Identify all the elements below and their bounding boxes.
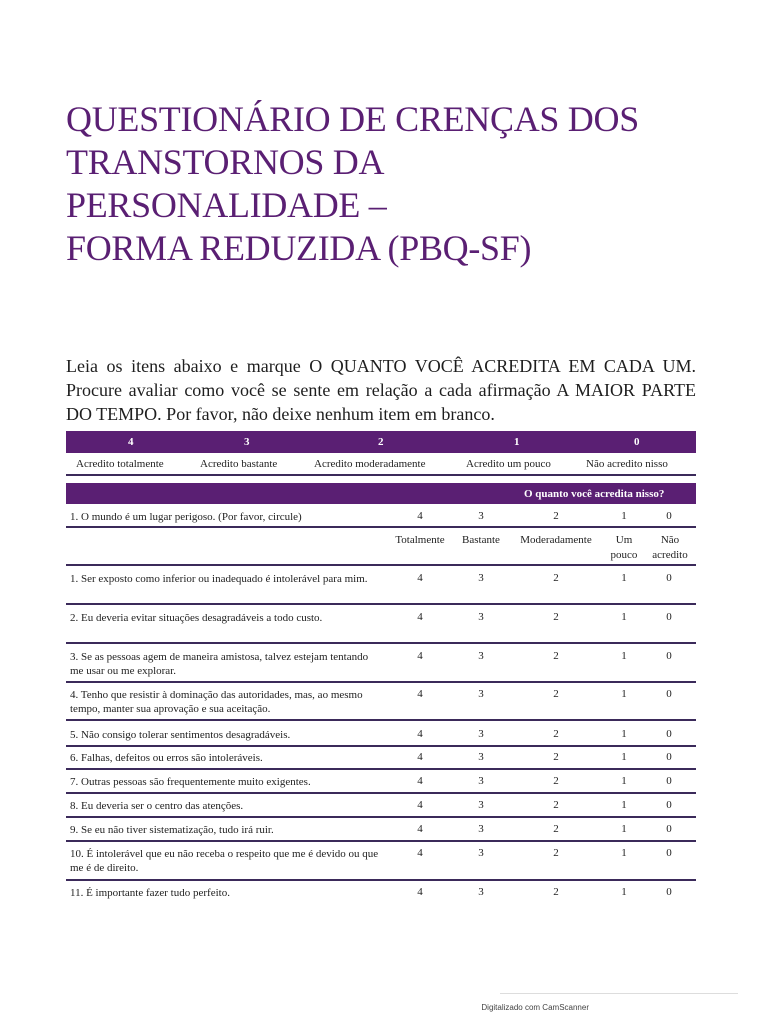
question-text: 8. Eu deveria ser o centro das atenções.: [70, 800, 244, 812]
scale-numbers-band: [66, 431, 696, 453]
scale-number: 3: [244, 436, 250, 448]
answer-option-4[interactable]: 4: [417, 823, 423, 835]
answer-option-0[interactable]: 0: [666, 799, 672, 811]
question-text: 6. Falhas, defeitos ou erros são intoleráveis.: [70, 752, 263, 764]
example-text: 1. O mundo é um lugar perigoso. (Por favor, circule): [70, 511, 302, 523]
question-text: 5. Não consigo tolerar sentimentos desagradáveis.: [70, 729, 291, 741]
answer-option-0[interactable]: 0: [666, 775, 672, 787]
answer-option-1[interactable]: 1: [621, 611, 627, 623]
example-option-4[interactable]: 4: [417, 510, 423, 522]
scale-label: Acredito totalmente: [76, 458, 164, 470]
answer-option-1[interactable]: 1: [621, 775, 627, 787]
answer-option-3[interactable]: 3: [478, 728, 484, 740]
example-option-0[interactable]: 0: [666, 510, 672, 522]
divider: [66, 474, 696, 476]
title-line: FORMA REDUZIDA (PBQ-SF): [66, 228, 532, 268]
scale-number: 0: [634, 436, 640, 448]
title-line: QUESTIONÁRIO DE CRENÇAS DOS: [66, 99, 639, 139]
answer-option-0[interactable]: 0: [666, 847, 672, 859]
answer-option-2[interactable]: 2: [553, 611, 559, 623]
divider: [66, 564, 696, 566]
title-line: TRANSTORNOS DA: [66, 142, 385, 182]
scale-number: 1: [514, 436, 520, 448]
answer-option-2[interactable]: 2: [553, 728, 559, 740]
question-header: O quanto você acredita nisso?: [524, 488, 665, 500]
scale-label: Não acredito nisso: [586, 458, 668, 470]
answer-option-1[interactable]: 1: [621, 728, 627, 740]
scale-label: Acredito bastante: [200, 458, 278, 470]
answer-option-2[interactable]: 2: [553, 886, 559, 898]
answer-option-3[interactable]: 3: [478, 823, 484, 835]
example-option-1[interactable]: 1: [621, 510, 627, 522]
question-text: 11. É importante fazer tudo perfeito.: [70, 887, 230, 899]
column-label: Moderadamente: [520, 534, 592, 546]
answer-option-0[interactable]: 0: [666, 572, 672, 584]
answer-option-4[interactable]: 4: [417, 775, 423, 787]
answer-option-4[interactable]: 4: [417, 886, 423, 898]
answer-option-2[interactable]: 2: [553, 799, 559, 811]
answer-option-2[interactable]: 2: [553, 688, 559, 700]
answer-option-1[interactable]: 1: [621, 847, 627, 859]
answer-option-3[interactable]: 3: [478, 751, 484, 763]
column-label: Não acredito: [652, 534, 688, 561]
question-text: 3. Se as pessoas agem de maneira amistosa, talvez estejam tentando me usar ou me explorar.: [70, 651, 369, 677]
divider: [66, 681, 696, 683]
footer-divider: [500, 993, 738, 994]
question-text: 7. Outras pessoas são frequentemente muito exigentes.: [70, 776, 311, 788]
answer-option-4[interactable]: 4: [417, 751, 423, 763]
answer-option-3[interactable]: 3: [478, 886, 484, 898]
scale-labels: [66, 456, 696, 472]
answer-option-0[interactable]: 0: [666, 728, 672, 740]
answer-option-3[interactable]: 3: [478, 611, 484, 623]
answer-option-3[interactable]: 3: [478, 572, 484, 584]
scanner-footer: Digitalizado com CamScanner: [481, 1003, 589, 1012]
divider: [66, 719, 696, 721]
answer-option-0[interactable]: 0: [666, 886, 672, 898]
answer-option-3[interactable]: 3: [478, 775, 484, 787]
question-text: 4. Tenho que resistir à dominação das autoridades, mas, ao mesmo tempo, manter sua aprovação e sua aceitação.: [70, 689, 363, 715]
answer-option-0[interactable]: 0: [666, 611, 672, 623]
answer-option-0[interactable]: 0: [666, 688, 672, 700]
divider: [66, 768, 696, 770]
answer-option-2[interactable]: 2: [553, 823, 559, 835]
answer-option-4[interactable]: 4: [417, 799, 423, 811]
answer-option-3[interactable]: 3: [478, 847, 484, 859]
answer-option-4[interactable]: 4: [417, 572, 423, 584]
answer-option-2[interactable]: 2: [553, 775, 559, 787]
column-label: Totalmente: [395, 534, 445, 546]
divider: [66, 603, 696, 605]
title-line: PERSONALIDADE –: [66, 185, 387, 225]
divider: [66, 642, 696, 644]
answer-option-4[interactable]: 4: [417, 688, 423, 700]
divider: [66, 745, 696, 747]
question-text: 2. Eu deveria evitar situações desagradáveis a todo custo.: [70, 612, 323, 624]
answer-option-3[interactable]: 3: [478, 688, 484, 700]
example-option-2[interactable]: 2: [553, 510, 559, 522]
question-text: 10. É intolerável que eu não receba o respeito que me é devido ou que me é de direito.: [70, 848, 379, 874]
scale-label: Acredito moderadamente: [314, 458, 426, 470]
answer-option-4[interactable]: 4: [417, 611, 423, 623]
answer-option-1[interactable]: 1: [621, 886, 627, 898]
answer-option-3[interactable]: 3: [478, 650, 484, 662]
answer-option-3[interactable]: 3: [478, 799, 484, 811]
answer-option-1[interactable]: 1: [621, 650, 627, 662]
column-label: Um pouco: [610, 534, 638, 561]
answer-option-2[interactable]: 2: [553, 847, 559, 859]
answer-option-2[interactable]: 2: [553, 572, 559, 584]
answer-option-0[interactable]: 0: [666, 823, 672, 835]
answer-option-4[interactable]: 4: [417, 650, 423, 662]
divider: [66, 816, 696, 818]
answer-option-4[interactable]: 4: [417, 728, 423, 740]
question-header-band: [66, 483, 696, 504]
question-text: 9. Se eu não tiver sistematização, tudo irá ruir.: [70, 824, 274, 836]
answer-option-0[interactable]: 0: [666, 650, 672, 662]
answer-option-0[interactable]: 0: [666, 751, 672, 763]
answer-option-4[interactable]: 4: [417, 847, 423, 859]
scale-number: 4: [128, 436, 134, 448]
instructions: Leia os itens abaixo e marque O QUANTO VOCÊ ACREDITA EM CADA UM. Procure avaliar como você se sente em relação a cada afirmação A MAIOR PARTE DO TEMPO. Por favor, não deixe nenhum item em branco.: [66, 356, 696, 424]
example-option-3[interactable]: 3: [478, 510, 484, 522]
answer-option-1[interactable]: 1: [621, 823, 627, 835]
scale-number: 2: [378, 436, 384, 448]
divider: [66, 526, 696, 528]
scale-label: Acredito um pouco: [466, 458, 551, 470]
answer-option-1[interactable]: 1: [621, 572, 627, 584]
divider: [66, 879, 696, 881]
answer-option-1[interactable]: 1: [621, 799, 627, 811]
answer-option-1[interactable]: 1: [621, 688, 627, 700]
answer-option-2[interactable]: 2: [553, 650, 559, 662]
divider: [66, 840, 696, 842]
divider: [66, 792, 696, 794]
page-title: [66, 98, 706, 270]
column-label: Bastante: [462, 534, 500, 546]
answer-option-2[interactable]: 2: [553, 751, 559, 763]
question-text: 1. Ser exposto como inferior ou inadequado é intolerável para mim.: [70, 573, 368, 585]
answer-option-1[interactable]: 1: [621, 751, 627, 763]
